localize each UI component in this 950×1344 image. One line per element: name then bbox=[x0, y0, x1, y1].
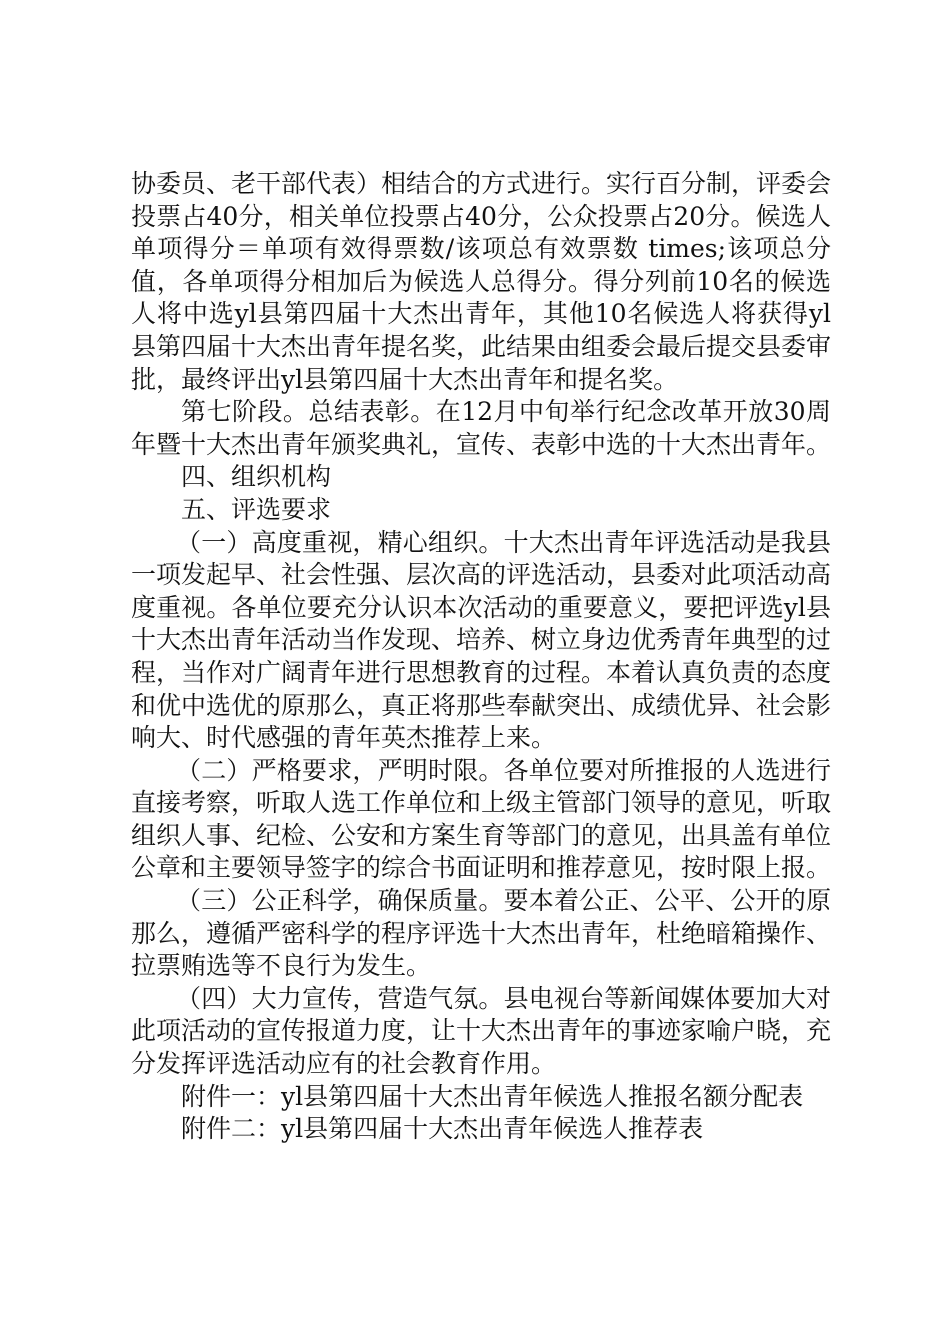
paragraph-requirement-three: （三）公正科学，确保质量。要本着公正、公平、公开的原那么，遵循严密科学的程序评选十大杰出青年，杜绝暗箱操作、拉票贿选等不良行为发生。 bbox=[131, 886, 832, 981]
paragraph-requirement-one: （一）高度重视，精心组织。十大杰出青年评选活动是我县一项发起早、社会性强、层次高的评选活动，县委对此项活动高度重视。各单位要充分认识本次活动的重要意义，要把评选yl县十大杰出青年活动当作发现、培养、树立身边优秀青年典型的过程，当作对广阔青年进行思想教育的过程。本着认真负责的态度和优中选优的原那么，真正将那些奉献突出、成绩优异、社会影响大、时代感强的青年英杰推荐上来。 bbox=[131, 527, 832, 753]
section-heading-organization: 四、组织机构 bbox=[181, 462, 332, 492]
paragraph-requirement-four: （四）大力宣传，营造气氛。县电视台等新闻媒体要加大对此项活动的宣传报道力度，让十大杰出青年的事迹家喻户晓，充分发挥评选活动应有的社会教育作用。 bbox=[131, 983, 832, 1079]
paragraph-requirement-two: （二）严格要求，严明时限。各单位要对所推报的人选进行直接考察，听取人选工作单位和上级主管部门领导的意见，听取组织人事、纪检、公安和方案生育等部门的意见，出具盖有单位公章和主要领导签字的综合书面证明和推荐意见，按时限上报。 bbox=[131, 755, 832, 883]
attachment-one: 附件一：yl县第四届十大杰出青年候选人推报名额分配表 bbox=[181, 1081, 804, 1111]
paragraph-scoring-method: 协委员、老干部代表）相结合的方式进行。实行百分制，评委会投票占40分，相关单位投票占40分，公众投票占20分。候选人单项得分＝单项有效得票数/该项总有效票数 times;该项总分值，各单项得分相加后为候选人总得分。得分列前10名的候选人将中选yl县第四届十大杰出青年，其他10名候选人将获得yl县第四届十大杰出青年提名奖，此结果由组委会最后提交县委审批，最终评出yl县第四届十大杰出青年和提名奖。 bbox=[131, 169, 832, 394]
document-body bbox=[131, 168, 831, 1146]
paragraph-stage-seven: 第七阶段。总结表彰。在12月中旬举行纪念改革开放30周年暨十大杰出青年颁奖典礼，宣传、表彰中选的十大杰出青年。 bbox=[131, 397, 832, 459]
attachment-two: 附件二：yl县第四届十大杰出青年候选人推荐表 bbox=[181, 1114, 704, 1144]
section-heading-requirements: 五、评选要求 bbox=[181, 494, 332, 524]
